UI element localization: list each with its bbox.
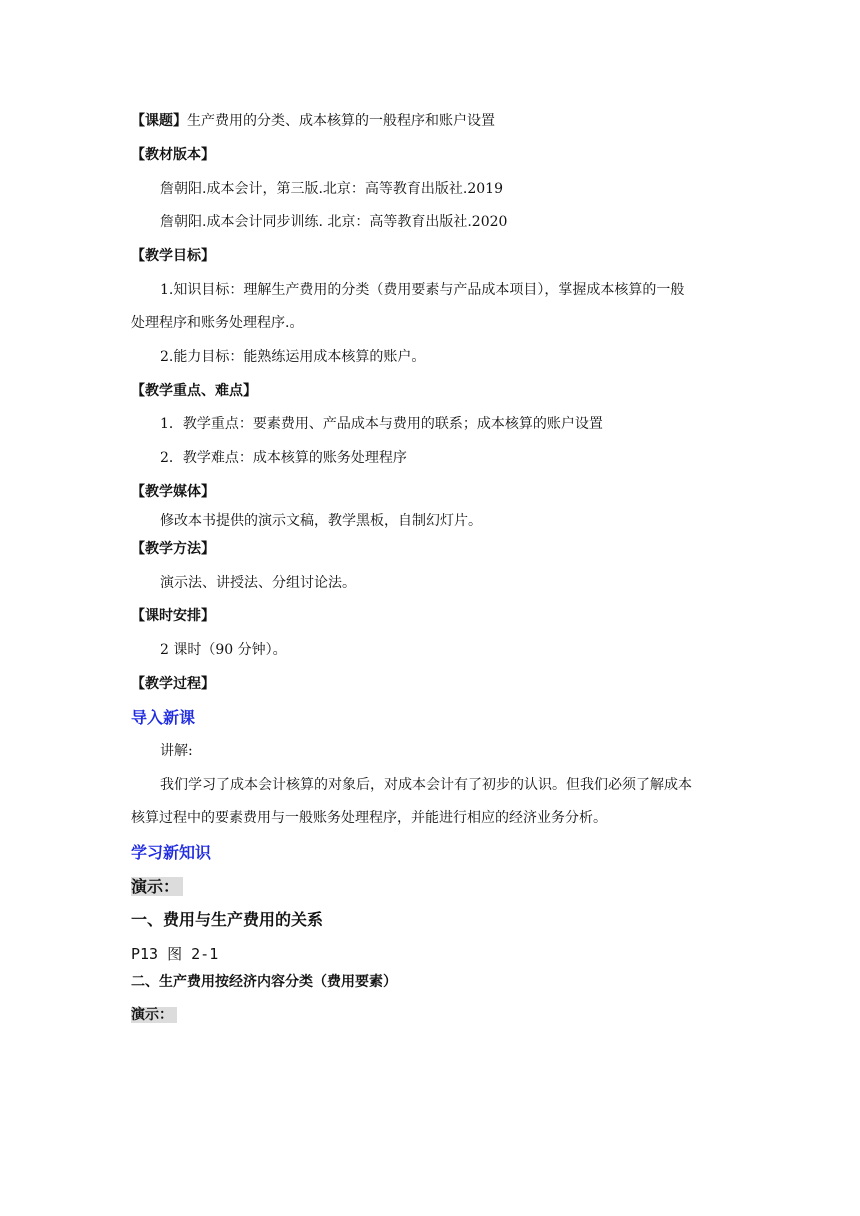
intro-paragraph-b: 核算过程中的要素费用与一般账务处理程序，并能进行相应的经济业务分析。 — [131, 810, 607, 826]
keypoints-heading: 【教学重点、难点】 — [131, 383, 257, 399]
textbook-line-2: 詹朝阳.成本会计同步训练. 北京：高等教育出版社.2020 — [160, 214, 508, 230]
demo-label-1: 演示： — [131, 877, 183, 898]
topic-line — [131, 111, 495, 131]
methods-text: 演示法、讲授法、分组讨论法。 — [160, 575, 356, 591]
objectives-heading: 【教学目标】 — [131, 248, 215, 264]
process-heading: 【教学过程】 — [131, 676, 215, 692]
methods-heading: 【教学方法】 — [131, 541, 215, 557]
textbook-heading: 【教材版本】 — [131, 147, 215, 163]
media-heading: 【教学媒体】 — [131, 484, 215, 500]
demo-label-2: 演示： — [131, 1005, 177, 1025]
explain-label: 讲解: — [160, 743, 193, 759]
textbook-line-1: 詹朝阳.成本会计，第三版.北京：高等教育出版社.2019 — [160, 181, 503, 197]
schedule-heading: 【课时安排】 — [131, 608, 215, 624]
media-text: 修改本书提供的演示文稿，教学黑板，自制幻灯片。 — [160, 513, 482, 529]
intro-paragraph-a: 我们学习了成本会计核算的对象后，对成本会计有了初步的认识。但我们必须了解成本 — [160, 777, 692, 793]
learn-title: 学习新知识 — [131, 843, 212, 862]
intro-title: 导入新课 — [131, 708, 196, 727]
keypoints-line-2: 2．教学难点：成本核算的账务处理程序 — [160, 450, 407, 466]
schedule-text: 2 课时（90 分钟）。 — [160, 642, 287, 658]
topic-label: 【课题】 — [131, 113, 187, 129]
objectives-line-1a: 1.知识目标：理解生产费用的分类（费用要素与产品成本项目），掌握成本核算的一般 — [160, 282, 685, 298]
topic-text: 生产费用的分类、成本核算的一般程序和账户设置 — [187, 113, 495, 129]
section-2-title: 二、生产费用按经济内容分类（费用要素） — [131, 974, 397, 990]
section-1-title: 一、费用与生产费用的关系 — [131, 910, 324, 929]
objectives-line-2: 2.能力目标：能熟练运用成本核算的账户。 — [160, 349, 426, 365]
figure-reference: P13 图 2-1 — [131, 945, 219, 963]
keypoints-line-1: 1．教学重点：要素费用、产品成本与费用的联系；成本核算的账户设置 — [160, 416, 603, 432]
objectives-line-1b: 处理程序和账务处理程序.。 — [131, 315, 304, 331]
